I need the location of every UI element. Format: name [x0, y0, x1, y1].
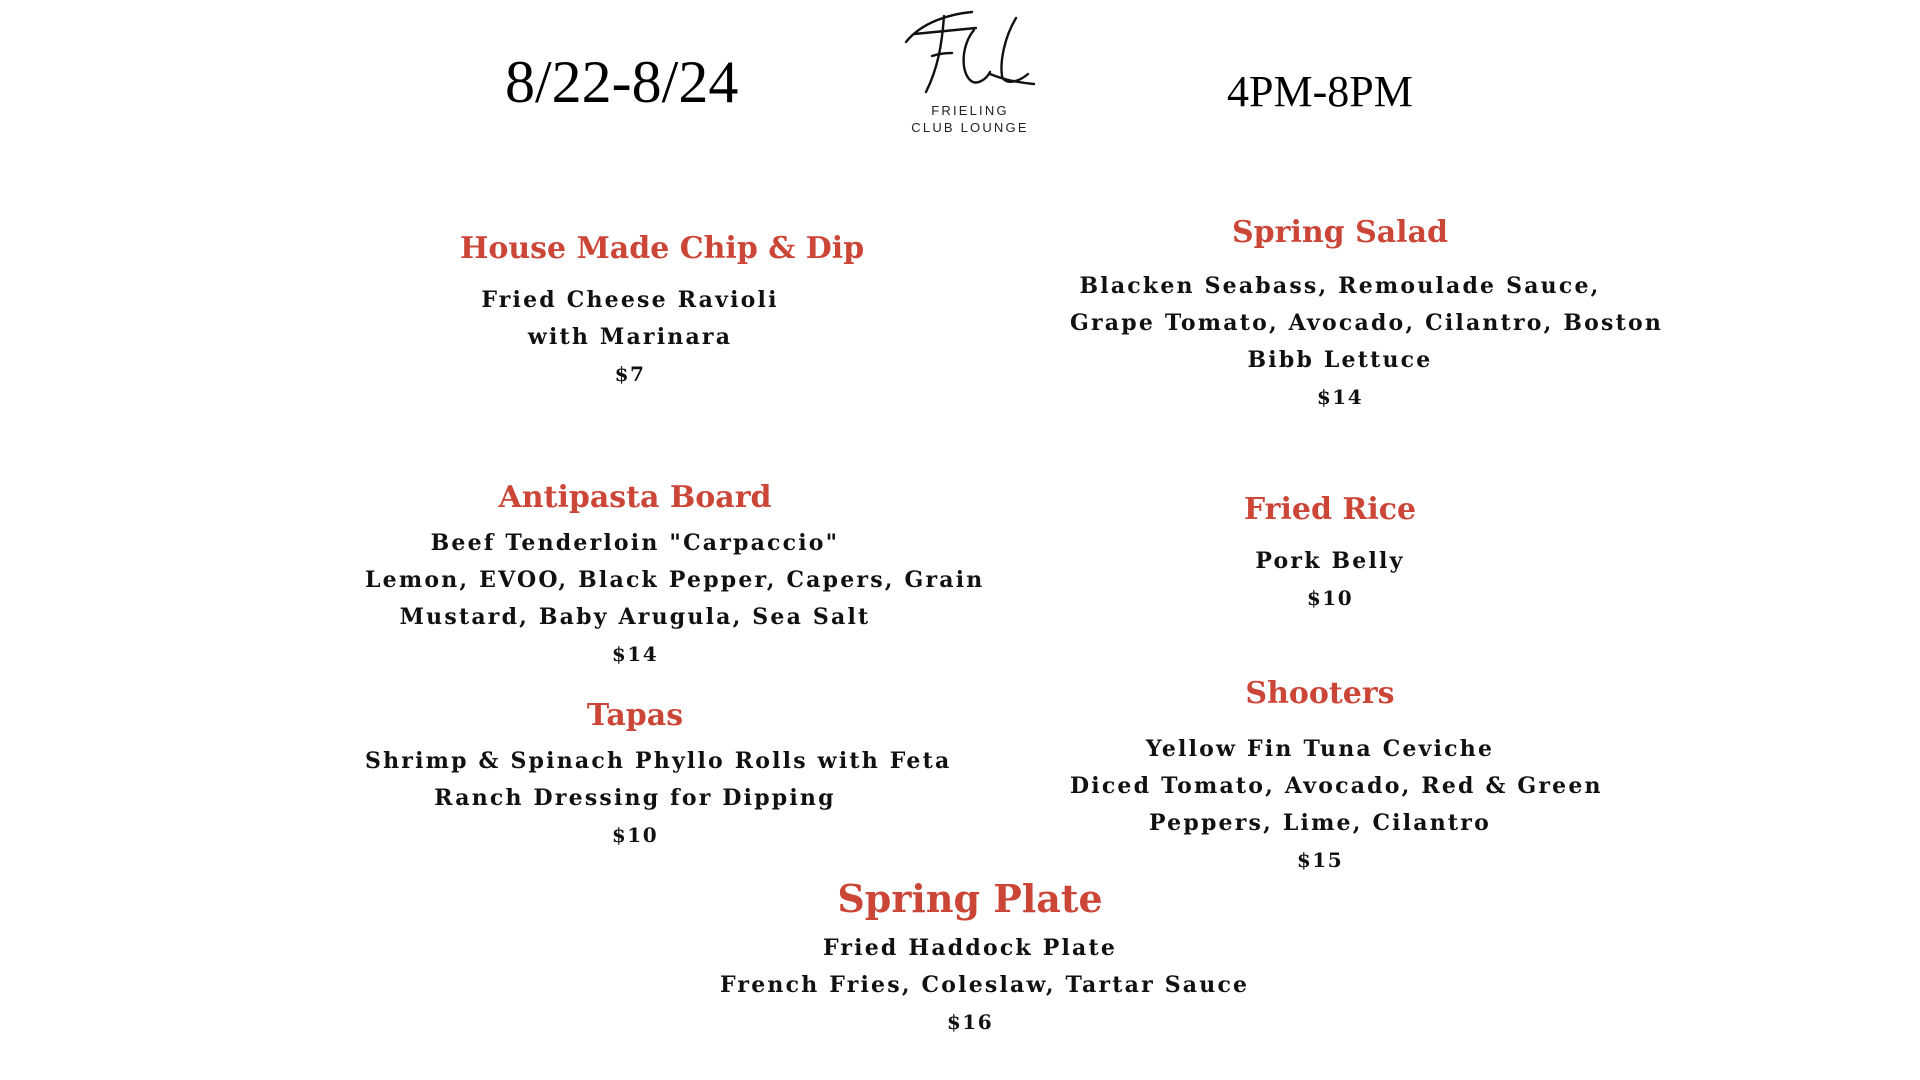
item-title: Tapas	[586, 698, 684, 733]
item-price: $10	[611, 823, 659, 847]
logo-name-line2: CLUB LOUNGE	[911, 120, 1029, 135]
item-price: $10	[1306, 586, 1354, 610]
menu-item-fried-rice	[1180, 492, 1480, 610]
item-description: Pork Belly	[1255, 548, 1405, 574]
item-title: Fried Rice	[1243, 492, 1417, 527]
item-description: Bibb Lettuce	[1247, 347, 1433, 373]
item-description: Shrimp & Spinach Phyllo Rolls with Feta	[365, 748, 952, 774]
item-description: Beef Tenderloin "Carpaccio"	[430, 530, 840, 556]
event-dates: 8/22-8/24	[505, 49, 739, 115]
item-title: Antipasta Board	[498, 480, 772, 515]
item-title: House Made Chip & Dip	[460, 231, 865, 266]
menu-item-chip-dip	[460, 231, 865, 386]
item-title: Spring Plate	[837, 876, 1103, 921]
item-price: $14	[1316, 385, 1364, 409]
item-title: Spring Salad	[1232, 215, 1448, 250]
item-description: Peppers, Lime, Cilantro	[1149, 810, 1491, 836]
item-description: Blacken Seabass, Remoulade Sauce,	[1079, 273, 1601, 299]
fcl-logo	[880, 2, 1060, 142]
item-price: $15	[1296, 848, 1344, 872]
menu-item-spring-salad	[1070, 215, 1664, 409]
menu-item-spring-plate	[720, 876, 1250, 1034]
item-description: Fried Haddock Plate	[822, 935, 1118, 961]
item-description: with Marinara	[527, 324, 733, 350]
menu-item-tapas	[365, 698, 952, 847]
item-description: Fried Cheese Ravioli	[481, 287, 779, 313]
menu-item-shooters	[1070, 676, 1603, 872]
item-price: $7	[614, 362, 646, 386]
item-description: Yellow Fin Tuna Ceviche	[1145, 736, 1495, 762]
item-description: Mustard, Baby Arugula, Sea Salt	[399, 604, 871, 630]
item-description: Grape Tomato, Avocado, Cilantro, Boston	[1070, 310, 1664, 336]
item-price: $16	[946, 1010, 994, 1034]
logo-name-line1: FRIELING	[931, 103, 1009, 118]
item-price: $14	[611, 642, 659, 666]
item-title: Shooters	[1245, 676, 1395, 711]
item-description: French Fries, Coleslaw, Tartar Sauce	[720, 972, 1250, 998]
item-description: Ranch Dressing for Dipping	[434, 785, 836, 811]
fcl-monogram-icon	[904, 4, 1036, 96]
menu-item-antipasta-board	[365, 480, 985, 666]
item-description: Diced Tomato, Avocado, Red & Green	[1070, 773, 1603, 799]
item-description: Lemon, EVOO, Black Pepper, Capers, Grain	[365, 567, 985, 593]
event-hours: 4PM-8PM	[1227, 67, 1413, 116]
